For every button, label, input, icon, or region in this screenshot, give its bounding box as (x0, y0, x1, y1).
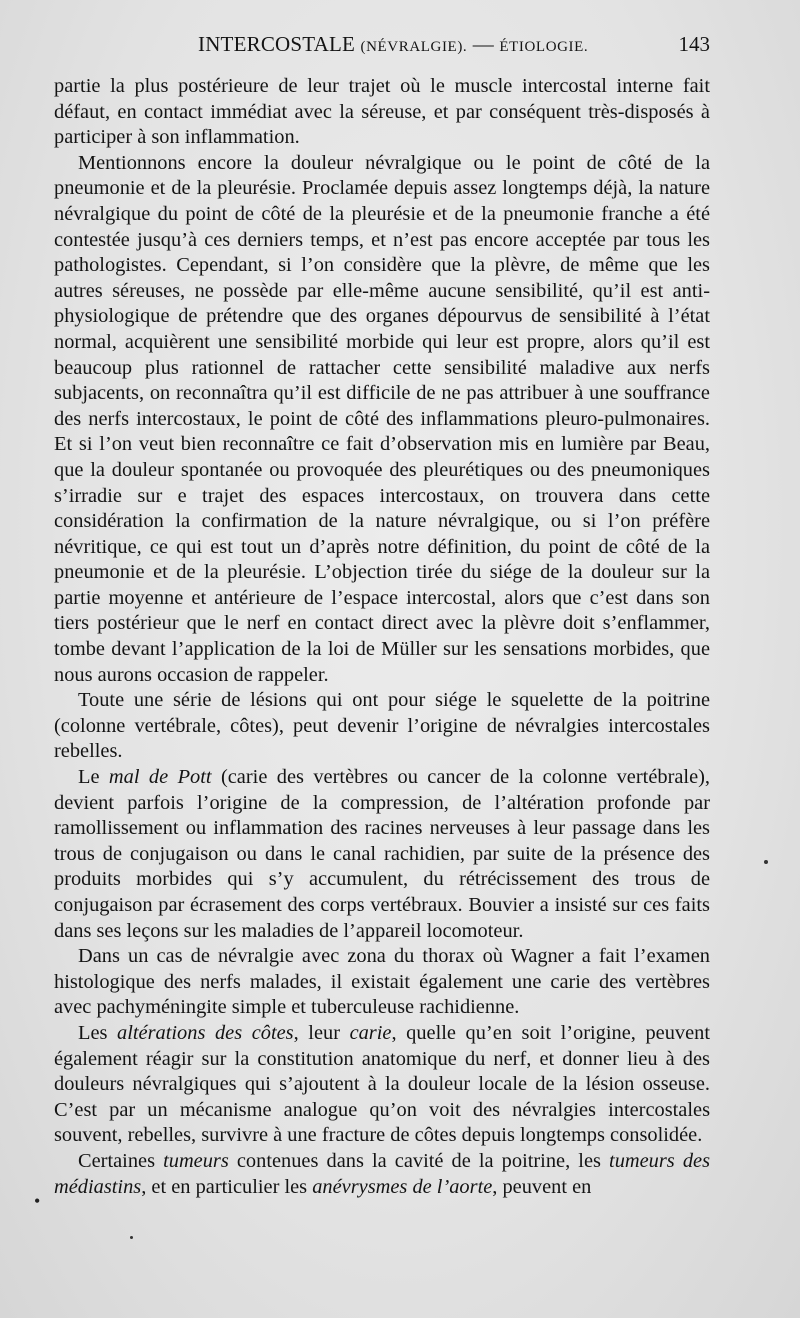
italic-run: anévrysmes de l’aorte (312, 1175, 493, 1198)
paragraph (54, 944, 710, 1021)
text-run: (carie des vertèbres ou cancer de la colonne vertébrale), devient parfois l’origine de la compression, de l’altération profonde par ramollissement ou inflammation des racines nerveuses à leur passage dans les trous de conjugaison ou dans le canal rachidien, par suite de la présence des produits morbides qui s’y accumulent, du rétrécissement des trous de conjugaison par écrasement des corps vertébraux. Bouvier a insisté sur ces faits dans ses leçons sur les maladies de l’appareil locomoteur. (54, 766, 711, 942)
text-run: partie la plus postérieure de leur trajet où le muscle intercostal interne fait défaut, en contact immédiat avec la séreuse, et par conséquent très-disposés à participer à son inflammation. (54, 75, 710, 149)
text-run: contenues dans la cavité de la poitrine, les (228, 1149, 610, 1172)
running-header (54, 32, 710, 62)
italic-run: tumeurs (163, 1149, 229, 1172)
text-run: Dans un cas de névralgie avec zona du thorax où Wagner a fait l’examen histologique des nerfs malades, il existait également une carie des vertèbres avec pachyméningite simple et tuberculeuse rachidienne. (54, 945, 710, 1019)
page-number: 143 (678, 32, 710, 56)
paragraph (54, 151, 710, 688)
text-run: Le (78, 766, 109, 789)
title-section: ÉTIOLOGIE. (499, 39, 589, 55)
paragraph (54, 765, 710, 944)
title-main: INTERCOSTALE (198, 32, 356, 56)
title-dash: — (467, 32, 500, 56)
paragraph (54, 1021, 710, 1149)
text-run: Les (78, 1021, 118, 1044)
italic-run: mal de Pott (108, 766, 212, 789)
paragraph (54, 74, 710, 151)
title-paren: (NÉVRALGIE). (360, 39, 468, 55)
margin-mark: • (34, 1191, 41, 1211)
text-run: , quelle qu’en soit l’origine, peuvent également réagir sur la constitution anatomique du nerf, et donner lieu à des douleurs névralgiques qui s’ajoutent à la douleur locale de la lésion osseuse. C’est par un mécanisme analogue qu’on voit des névralgies intercostales souvent, rebelles, survivre à une fracture de côtes depuis longtemps consolidée. (54, 1021, 710, 1147)
paper-speck (130, 1236, 133, 1239)
paragraph (54, 1149, 710, 1200)
text-run: , leur (293, 1021, 350, 1044)
running-title (198, 32, 588, 57)
italic-run: altérations des côtes (117, 1021, 294, 1044)
body-text (54, 74, 710, 1200)
text-run: Toute une série de lésions qui ont pour siége le squelette de la poitrine (colonne vertébrale, côtes), peut devenir l’origine de névralgies intercostales rebelles. (54, 689, 710, 763)
italic-run: carie (349, 1021, 392, 1044)
paper-speck (764, 860, 768, 864)
italic-run: tumeurs des médiastins (54, 1149, 711, 1198)
paragraph (54, 688, 710, 765)
text-run: , et en particulier les (141, 1175, 313, 1198)
text-run: Certaines (78, 1149, 164, 1172)
text-run: Mentionnons encore la douleur névralgique ou le point de côté de la pneumonie et de la pleurésie. Proclamée depuis assez longtemps déjà, la nature névralgique du point de côté de la pleurésie et de la pneumonie franche a été contestée jusqu’à ces derniers temps, et n’est pas encore acceptée par tous les pathologistes. Cependant, si l’on considère que la plèvre, de même que les autres séreuses, ne possède par elle-même aucune sensibilité, qu’il est anti-physiologique de prétendre que des organes dépourvus de sensibilité à l’état normal, acquièrent une sensibilité morbide qui leur est propre, alors qu’il est beaucoup plus rationnel de rattacher cette sensibilité maladive aux nerfs subjacents, on reconnaîtra qu’il est difficile de ne pas attribuer à une souffrance des nerfs intercostaux, le point de côté des inflammations pleuro-pulmonaires. Et si l’on veut bien reconnaître ce fait d’observation mis en lumière par Beau, que la douleur spontanée ou provoquée des pleurétiques ou des pneumoniques s’irradie sur e trajet des espaces intercostaux, on trouvera dans cette considération la confirmation de la nature névralgique, ou si l’on préfère névritique, ce qui est tout un d’après notre définition, du point de côté de la pneumonie et de la pleurésie. L’objection tirée du siége de la douleur sur la partie moyenne et antérieure de l’espace intercostal, alors que c’est dans son tiers postérieur que le nerf en contact direct avec la plèvre doit s’enflammer, tombe devant l’application de la loi de Müller sur les sensations morbides, que nous aurons occasion de rappeler. (54, 151, 710, 686)
text-run: , peuvent en (492, 1175, 592, 1198)
